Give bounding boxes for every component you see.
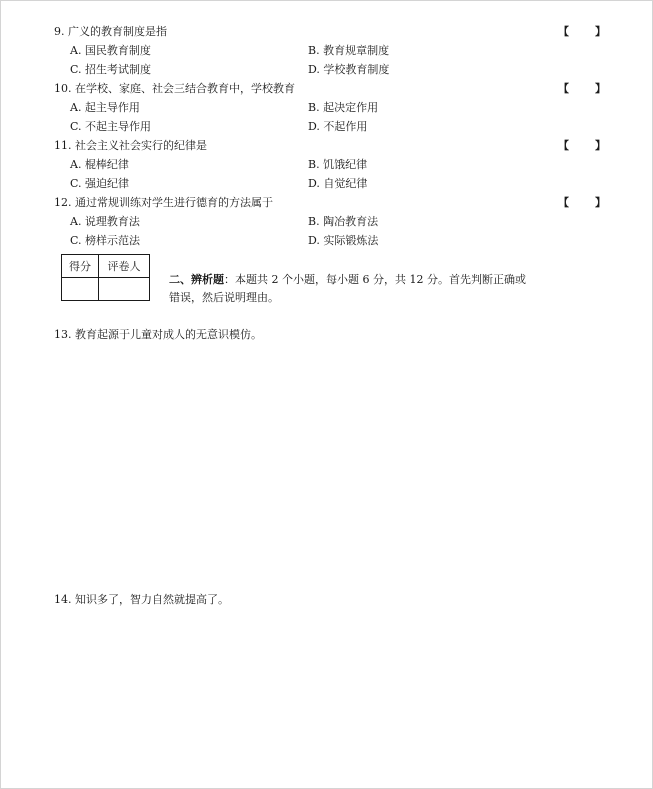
score-table (61, 254, 150, 301)
score-label: 得分 (62, 255, 99, 278)
question-12-option-c: C. 榜样示范法 (70, 234, 141, 247)
question-12-option-a: A. 说理教育法 (70, 215, 140, 228)
question-14-stem: 14. 知识多了，智力自然就提高了。 (54, 593, 229, 606)
section-2-instruction: ：本题共 2 个小题，每小题 6 分，共 12 分。首先判断正确或错误，然后说明理由。 (169, 273, 526, 304)
question-12-stem: 12. 通过常规训练对学生进行德育的方法属于 (54, 196, 273, 209)
answer-bracket: 【 】 (558, 82, 606, 95)
question-9-option-d: D. 学校教育制度 (308, 63, 390, 76)
question-9-option-b: B. 教育规章制度 (308, 44, 390, 57)
question-12-option-d: D. 实际锻炼法 (308, 234, 379, 247)
question-10-stem: 10. 在学校、家庭、社会三结合教育中，学校教育 (54, 82, 295, 95)
question-10-option-c: C. 不起主导作用 (70, 120, 152, 133)
score-cell (62, 278, 99, 301)
answer-bracket: 【 】 (558, 139, 606, 152)
question-11-option-a: A. 棍棒纪律 (70, 158, 129, 171)
question-11-option-b: B. 饥饿纪律 (308, 158, 368, 171)
grader-label: 评卷人 (99, 255, 150, 278)
question-12-option-b: B. 陶冶教育法 (308, 215, 379, 228)
question-11-option-c: C. 强迫纪律 (70, 177, 130, 190)
question-10-option-b: B. 起决定作用 (308, 101, 379, 114)
question-9-option-a: A. 国民教育制度 (70, 44, 151, 57)
question-9-stem: 9. 广义的教育制度是指 (54, 25, 167, 38)
section-2-title: 二、辨析题 (169, 273, 224, 286)
grader-cell (99, 278, 150, 301)
question-11-stem: 11. 社会主义社会实行的纪律是 (54, 139, 207, 152)
answer-bracket: 【 】 (558, 196, 606, 209)
question-9-option-c: C. 招生考试制度 (70, 63, 152, 76)
question-10-option-a: A. 起主导作用 (70, 101, 140, 114)
section-2-header (169, 271, 529, 307)
question-11-option-d: D. 自觉纪律 (308, 177, 368, 190)
question-10-option-d: D. 不起作用 (308, 120, 368, 133)
question-13-stem: 13. 教育起源于儿童对成人的无意识模仿。 (54, 328, 262, 341)
answer-bracket: 【 】 (558, 25, 606, 38)
